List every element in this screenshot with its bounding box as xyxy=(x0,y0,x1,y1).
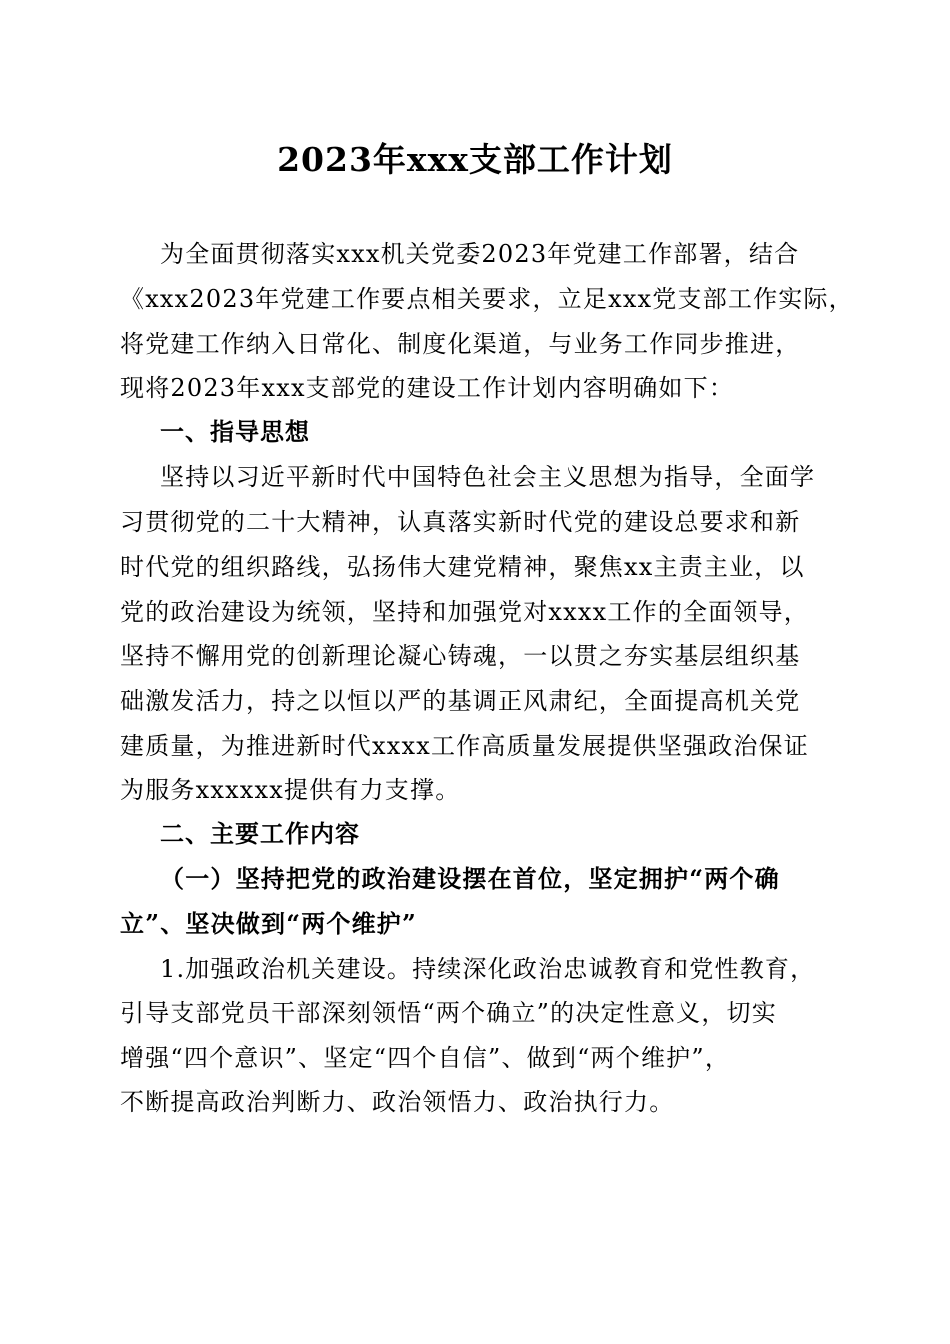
subheading-line-1: （一）坚持把党的政治建设摆在首位，坚定拥护“两个确 xyxy=(160,864,780,893)
section1-line-4: 党的政治建设为统领，坚持和加强党对xxxx工作的全面领导， xyxy=(120,598,809,626)
subheading-line-2: 立”、坚决做到“两个维护” xyxy=(120,909,418,938)
document-title: 2023年xxx支部工作计划 xyxy=(277,140,673,179)
item1-line-3: 增强“四个意识”、坚定“四个自信”、做到“两个维护”， xyxy=(120,1044,731,1072)
item1-line-2: 引导支部党员干部深刻领悟“两个确立”的决定性意义，切实 xyxy=(120,999,777,1027)
intro-line-4: 现将2023年xxx支部党的建设工作计划内容明确如下： xyxy=(120,374,735,402)
item1-line-1: 1.加强政治机关建设。持续深化政治忠诚教育和党性教育， xyxy=(160,955,816,983)
section1-line-3: 时代党的组织路线，弘扬伟大建党精神，聚焦xx主责主业，以 xyxy=(120,553,805,581)
section-heading-main-work: 二、主要工作内容 xyxy=(160,820,360,848)
section-heading-guiding-ideology: 一、指导思想 xyxy=(160,418,310,446)
section1-line-6: 础激发活力，持之以恒以严的基调正风肃纪，全面提高机关党 xyxy=(120,687,801,715)
section1-line-2: 习贯彻党的二十大精神，认真落实新时代党的建设总要求和新 xyxy=(120,508,801,536)
item1-line-4: 不断提高政治判断力、政治领悟力、政治执行力。 xyxy=(120,1088,675,1116)
section1-line-8: 为服务xxxxxx提供有力支撑。 xyxy=(120,776,461,804)
intro-line-2: 《xxx2023年党建工作要点相关要求，立足xxx党支部工作实际， xyxy=(120,285,854,313)
intro-line-3: 将党建工作纳入日常化、制度化渠道，与业务工作同步推进， xyxy=(120,330,801,358)
section1-line-1: 坚持以习近平新时代中国特色社会主义思想为指导，全面学 xyxy=(160,463,816,491)
section1-line-7: 建质量，为推进新时代xxxx工作高质量发展提供坚强政治保证 xyxy=(120,732,809,760)
section1-line-5: 坚持不懈用党的创新理论凝心铸魂，一以贯之夯实基层组织基 xyxy=(120,642,801,670)
intro-line-1: 为全面贯彻落实xxx机关党委2023年党建工作部署，结合 xyxy=(160,240,800,268)
